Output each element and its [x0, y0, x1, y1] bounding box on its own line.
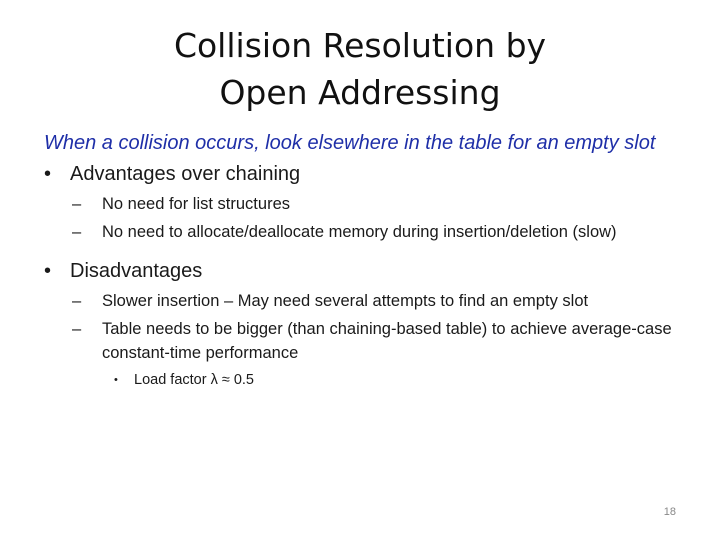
sub-bullet-table-size	[44, 317, 694, 365]
bullet-advantages	[44, 161, 694, 188]
slide-title	[0, 22, 720, 116]
sub-bullet-label: No need to allocate/deallocate memory during insertion/deletion (slow)	[102, 223, 617, 241]
sub-bullet-list-structures	[44, 192, 694, 216]
bullet-dot-icon: •	[44, 163, 52, 185]
slide-title-line-2: Open Addressing	[219, 73, 501, 112]
bullet-disadvantages-label: Disadvantages	[70, 260, 203, 282]
bullet-disadvantages	[44, 258, 694, 285]
slide-body	[44, 130, 694, 391]
lead-statement: When a collision occurs, look elsewhere in the table for an empty slot	[44, 132, 656, 154]
dash-icon: –	[72, 223, 82, 241]
sub-bullet-label: Table needs to be bigger (than chaining-based table) to achieve average-case constant-time performance	[102, 320, 672, 362]
sub-bullet-label: Slower insertion – May need several attempts to find an empty slot	[102, 292, 589, 310]
slide-title-line-1: Collision Resolution by	[173, 26, 547, 65]
dash-icon: –	[72, 292, 82, 310]
sub-sub-bullet-load-factor	[44, 369, 694, 391]
bullet-dot-icon: •	[44, 260, 52, 282]
sub-bullet-label: No need for list structures	[102, 195, 290, 213]
sub-sub-bullet-label: Load factor λ ≈ 0.5	[134, 372, 255, 388]
sub-bullet-slower-insertion	[44, 289, 694, 313]
dash-icon: –	[72, 320, 82, 338]
sub-bullet-memory-allocation	[44, 220, 694, 244]
bullet-advantages-label: Advantages over chaining	[70, 163, 301, 185]
bullet-dot-icon: •	[114, 374, 118, 386]
page-number: 18	[663, 506, 676, 518]
dash-icon: –	[72, 195, 82, 213]
